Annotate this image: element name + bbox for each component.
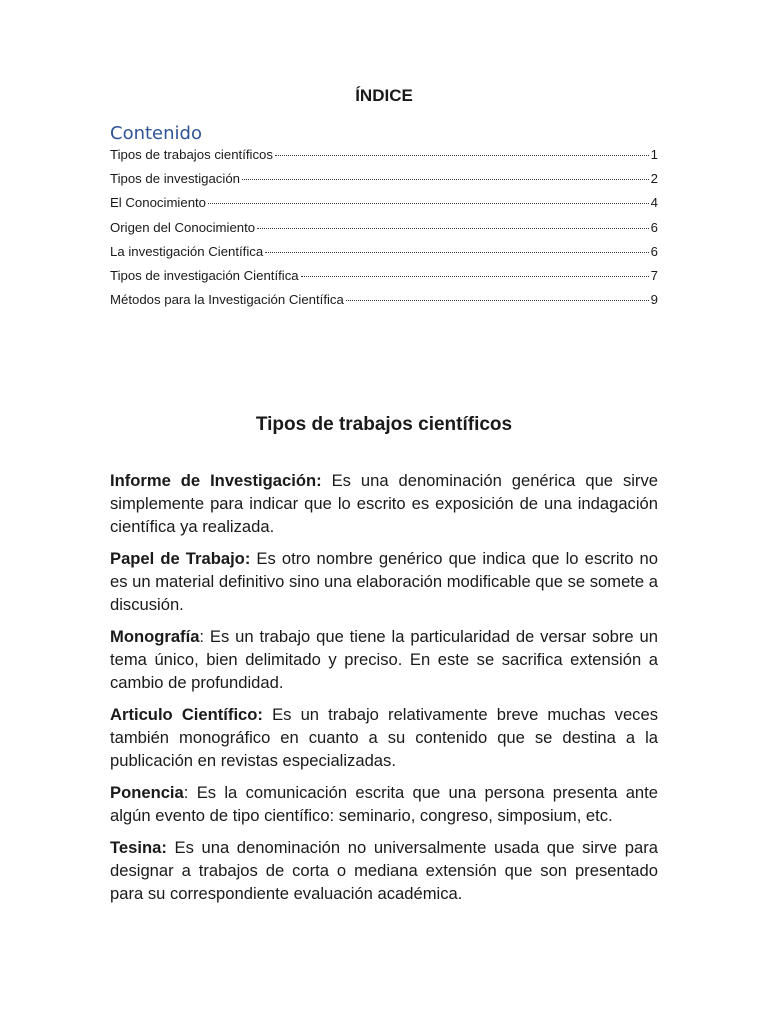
toc-entry-page: 4 bbox=[650, 195, 658, 211]
definition-paragraph bbox=[110, 781, 658, 827]
definition-text: Es un trabajo relativamente breve muchas veces también monográfico en cuanto a su contenido que se destina a la publicación en revistas especializadas. bbox=[110, 705, 659, 770]
toc-entry-label: Tipos de investigación Científica bbox=[110, 267, 299, 283]
toc-entry[interactable] bbox=[110, 195, 658, 219]
toc-entry-label: Métodos para la Investigación Científica bbox=[110, 292, 344, 308]
toc-dot-leader bbox=[275, 155, 649, 156]
toc-entry-label: Tipos de investigación bbox=[110, 171, 240, 187]
toc-dot-leader bbox=[242, 179, 649, 180]
definition-paragraph bbox=[110, 625, 658, 694]
table-of-contents bbox=[110, 147, 658, 316]
toc-entry-page: 7 bbox=[650, 267, 658, 283]
index-title: ÍNDICE bbox=[355, 86, 413, 105]
toc-dot-leader bbox=[208, 203, 649, 204]
toc-entry-label: La investigación Científica bbox=[110, 243, 264, 259]
definition-term: Informe de Investigación: bbox=[110, 471, 322, 490]
definition-term: Ponencia bbox=[110, 783, 184, 802]
toc-entry-page: 6 bbox=[650, 219, 658, 235]
toc-entry[interactable] bbox=[110, 171, 658, 195]
toc-entry[interactable] bbox=[110, 292, 658, 316]
definition-paragraph bbox=[110, 836, 658, 905]
toc-entry[interactable] bbox=[110, 147, 658, 171]
toc-entry[interactable] bbox=[110, 220, 658, 244]
toc-entry[interactable] bbox=[110, 244, 658, 268]
toc-entry-label: Origen del Conocimiento bbox=[110, 219, 256, 235]
definition-paragraph bbox=[110, 703, 658, 772]
toc-entry-page: 6 bbox=[650, 243, 658, 259]
definition-text: Es una denominación genérica que sirve simplemente para indicar que lo escrito es exposición de una indagación científica ya realizada. bbox=[110, 471, 658, 536]
definition-paragraph bbox=[110, 469, 658, 538]
toc-entry-page: 9 bbox=[650, 292, 658, 308]
definition-text: : Es la comunicación escrita que una persona presenta ante algún evento de tipo científico: seminario, congreso, simposium, etc. bbox=[110, 783, 658, 825]
toc-dot-leader bbox=[265, 252, 648, 253]
toc-entry[interactable] bbox=[110, 268, 658, 292]
definition-text: Es otro nombre genérico que indica que lo escrito no es un material definitivo sino una elaboración modificable que se somete a discusión. bbox=[110, 549, 658, 614]
toc-entry-page: 2 bbox=[650, 171, 658, 187]
toc-entry-page: 1 bbox=[650, 147, 658, 162]
toc-entry-label: Tipos de trabajos científicos bbox=[110, 147, 273, 162]
definition-paragraph bbox=[110, 547, 658, 616]
definition-text: Es una denominación no universalmente usada que sirve para designar a trabajos de corta o mediana extensión que son presentado para su correspondiente evaluación académica. bbox=[110, 838, 658, 903]
definition-text: : Es un trabajo que tiene la particularidad de versar sobre un tema único, bien delimitado y preciso. En este se sacrifica extensión a cambio de profundidad. bbox=[110, 627, 658, 692]
toc-entry-label: El Conocimiento bbox=[110, 195, 207, 211]
definition-term: Papel de Trabajo: bbox=[110, 549, 251, 568]
section-title: Tipos de trabajos científicos bbox=[255, 414, 513, 435]
definition-term: Tesina: bbox=[110, 838, 167, 857]
toc-dot-leader bbox=[346, 300, 649, 301]
toc-dot-leader bbox=[257, 228, 649, 229]
section-body bbox=[110, 469, 658, 914]
definition-term: Articulo Científico: bbox=[110, 705, 263, 724]
definition-term: Monografía bbox=[110, 627, 200, 646]
toc-heading: Contenido bbox=[110, 123, 202, 144]
toc-dot-leader bbox=[301, 276, 649, 277]
